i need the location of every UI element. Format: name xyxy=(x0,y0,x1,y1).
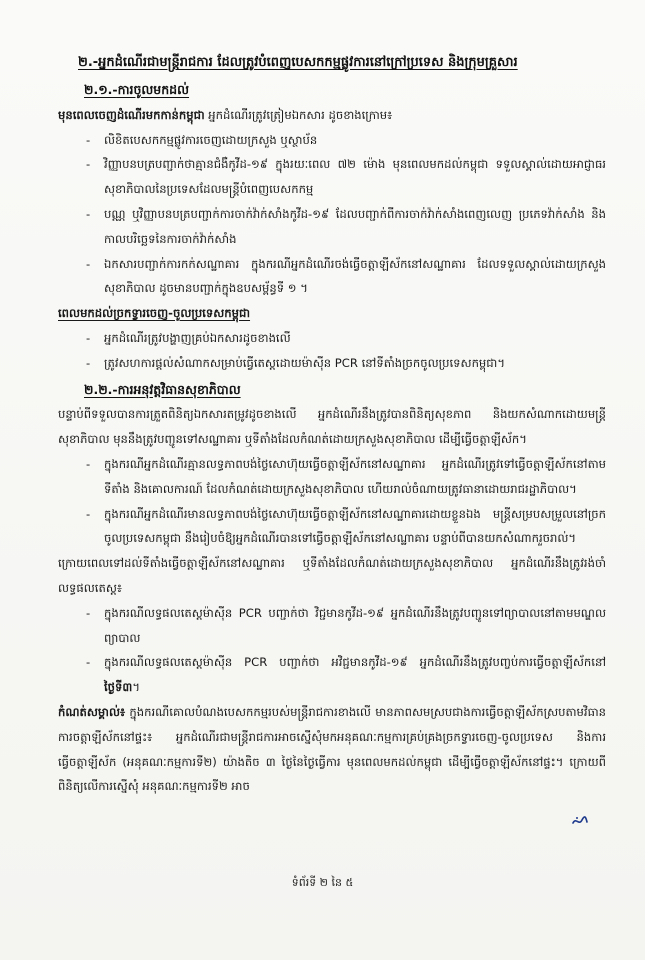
document-body xyxy=(58,50,606,799)
before-departure-list xyxy=(58,128,606,302)
before-departure-text: អ្នកដំណើរត្រូវត្រៀមឯកសារ ដូចខាងក្រោម៖ xyxy=(204,107,393,122)
list-item: - ក្នុងករណីអ្នកដំណើរមានលទ្ធភាពបង់ថ្លៃសោហ៊ុយធ្វើចត្តាឡីស័កនៅសណ្ឋាគារដោយខ្លួនឯង មន្ត្រីសម្របសម្រួលនៅច្រកចូលប្រទេសកម្ពុជា នឹងរៀបចំឱ្យអ្នកដំណើរបានទៅធ្វើចត្តាឡីស័កនៅសណ្ឋាគារ បន្ទាប់ពីបានយកសំណាករួចរាល់។ xyxy=(86,506,606,546)
test-results-list xyxy=(58,601,606,700)
after-arrival-paragraph: ក្រោយពេលទៅដល់ទីតាំងធ្វើចត្តាឡីស័កនៅសណ្ឋាគារ ឬទីតាំងដែលកំណត់ដោយក្រសួងសុខាភិបាល អ្នកដំណើរនឹងត្រូវរង់ចាំលទ្ធផលតេស្ត៖ xyxy=(58,556,606,595)
note-text: ក្នុងករណីគោលបំណងបេសកកម្មរបស់មន្ត្រីរាជការខាងលើ មានភាពសមស្របជាងការធ្វើចត្តាឡីស័កស្របតាមវិធានការចត្តាឡីស័កនៅផ្ទះ៖ អ្នកដំណើរជាមន្ត្រីរាជការអាចស្នើសុំមកអនុគណៈកម្មការគ្រប់គ្រងច្រកទ្វារចេញ-ចូលប្រទេស និងការធ្វើចត្តាឡីស័ក (អនុគណៈកម្មការទី២) យ៉ាងតិច ៣ ថ្ងៃនៃថ្ងៃធ្វើការ មុនពេលមកដល់កម្ពុជា ដើម្បីធ្វើចត្តាឡីស័កនៅផ្ទះ។ ក្រោយពីពិនិត្យលើការស្នើសុំ អនុគណៈកម្មការទី២ អាច xyxy=(58,704,606,794)
section-title: ២.-អ្នកដំណើរជាមន្ត្រីរាជការ ដែលត្រូវបំពេញបេសកកម្មផ្លូវការនៅក្រៅប្រទេស និងក្រុមគ្រួសារ xyxy=(78,55,518,70)
before-departure-paragraph xyxy=(58,103,606,128)
list-item: - ក្នុងករណីលទ្ធផលតេស្តម៉ាស៊ីន PCR បញ្ជាក់ថា អវិជ្ជមានកូវីដ-១៩ អ្នកដំណើរនឹងត្រូវបញ្ចប់ការធ្វើចត្តាឡីស័កនៅថ្ងៃទី៣។ xyxy=(86,655,606,695)
quarantine-options-list xyxy=(58,452,606,551)
list-item: - លិខិតបេសកកម្មផ្លូវការចេញដោយក្រសួង ឬស្ថាប័ន xyxy=(86,132,318,147)
subsection-heading-2-1: ២.១.-ការចូលមកដល់ xyxy=(84,82,190,97)
pen-mark-icon xyxy=(572,814,588,828)
note-label: កំណត់សម្គាល់៖ xyxy=(58,704,126,719)
list-item: - ត្រូវសហការផ្តល់សំណាកសម្រាប់ធ្វើតេស្តដោយម៉ាស៊ីន PCR នៅទីតាំងច្រកចូលប្រទេសកម្ពុជា។ xyxy=(86,355,505,370)
list-item: - វិញ្ញាបនបត្របញ្ជាក់ថាគ្មានជំងឺកូវីដ-១៩ ក្នុងរយៈពេល ៧២ ម៉ោង មុនពេលមកដល់កម្ពុជា ទទួលស្គាល់ដោយអាជ្ញាធរសុខាភិបាលនៃប្រទេសដែលមន្ត្រីបំពេញបេសកកម្ម xyxy=(86,157,606,197)
before-departure-label: មុនពេលចេញដំណើរមកកាន់កម្ពុជា xyxy=(58,107,205,122)
arrival-label: ពេលមកដល់ច្រកទ្វារចេញ-ចូលប្រទេសកម្ពុជា xyxy=(58,306,251,321)
arrival-list xyxy=(58,326,606,376)
list-item: - ក្នុងករណីអ្នកដំណើរគ្មានលទ្ធភាពបង់ថ្លៃសោហ៊ុយធ្វើចត្តាឡីស័កនៅសណ្ឋាគារ អ្នកដំណើរត្រូវទៅធ្វើចត្តាឡីស័កនៅតាមទីតាំង និងគោលការណ៍ ដែលកំណត់ដោយក្រសួងសុខាភិបាល ហើយរាល់ចំណាយត្រូវធានាដោយរាជរដ្ឋាភិបាល។ xyxy=(86,456,606,496)
list-item: - ក្នុងករណីលទ្ធផលតេស្តម៉ាស៊ីន PCR បញ្ជាក់ថា វិជ្ជមានកូវីដ-១៩ អ្នកដំណើរនឹងត្រូវបញ្ជូនទៅព្យាបាលនៅតាមមណ្ឌលព្យាបាល xyxy=(86,605,606,645)
list-item: - អ្នកដំណើរត្រូវបង្ហាញគ្រប់ឯកសារដូចខាងលើ xyxy=(86,330,291,345)
list-item: - បណ្ណ ឬវិញ្ញាបនបត្របញ្ជាក់ការចាក់វ៉ាក់សាំងកូវីដ-១៩ ដែលបញ្ជាក់ពីការចាក់វ៉ាក់សាំងពេញលេញ ប្រភេទវ៉ាក់សាំង និងកាលបរិច្ឆេទនៃការចាក់វ៉ាក់សាំង xyxy=(86,206,606,246)
list-item: - ឯកសារបញ្ជាក់ការកក់សណ្ឋាគារ ក្នុងករណីអ្នកដំណើរចង់ធ្វើចត្តាឡីស័កនៅសណ្ឋាគារ ដែលទទួលស្គាល់ដោយក្រសួងសុខាភិបាល ដូចមានបញ្ជាក់ក្នុងឧបសម្ព័ន្ធទី ១ ។ xyxy=(86,256,606,296)
health-measures-intro: បន្ទាប់ពីទទួលបានការត្រួតពិនិត្យឯកសារតម្រូវដូចខាងលើ អ្នកដំណើរនឹងត្រូវបានពិនិត្យសុខភាព និងយកសំណាកដោយមន្ត្រីសុខាភិបាល មុននឹងត្រូវបញ្ជូនទៅសណ្ឋាគារ ឬទីតាំងដែលកំណត់ដោយក្រសួងសុខាភិបាល ដើម្បីធ្វើចត្តាឡីស័ក។ xyxy=(58,407,606,447)
note-paragraph xyxy=(58,700,606,799)
day-three-emphasis: ថ្ងៃទី៣ xyxy=(104,680,133,695)
page-number: ទំព័រទី ២ នៃ ៥ xyxy=(291,876,354,889)
subsection-heading-2-2: ២.២.-ការអនុវត្តវិធានសុខាភិបាល xyxy=(84,381,241,397)
